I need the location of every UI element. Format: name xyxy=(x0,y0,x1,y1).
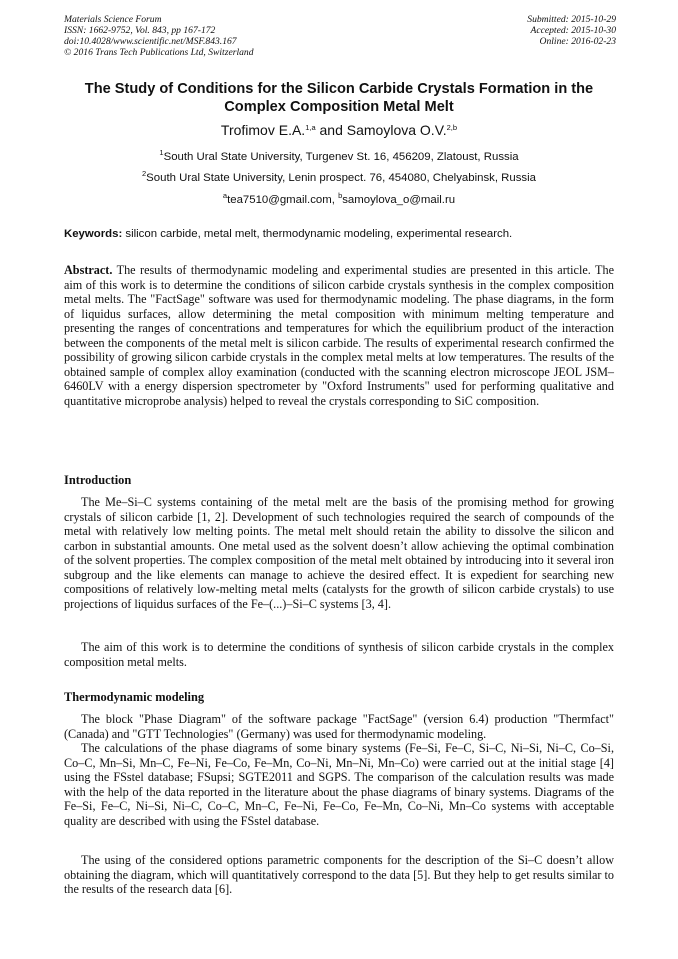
email-2: samoylova_o@mail.ru xyxy=(342,194,456,206)
doi: doi:10.4028/www.scientific.net/MSF.843.167 xyxy=(64,36,237,47)
introduction-paragraph-1: The Me–Si–C systems containing of the metal melt are the basis of the promising method for growing crystals of silicon carbide [1, 2]. Development of such technologies required the search of compounds of the metal with relatively low melting points. The metal melt should retain the ability to dissolve the silicon and carbon in substantial amounts. One metal used as the solvent doesn’t allow achieving the optimal combination of the solvent properties. The complex composition of the metal melt obtained by introducing into it several iron subgroup and the like elements can manage to achieve the desired effect. It is expedient for searching new compositions of relatively low-melting metal melts (catalysts for the growth of silicon carbide crystals) to use projections of liquidus surfaces of the Fe–(...)–Si–C systems [3, 4]. xyxy=(64,495,614,611)
abstract xyxy=(64,263,614,408)
author-connector: and xyxy=(315,122,347,138)
affiliation-2-sup: 2 xyxy=(142,169,147,178)
affiliation-1-text: South Ural State University, Turgenev St. 16, 456209, Zlatoust, Russia xyxy=(163,151,519,163)
paper-title: The Study of Conditions for the Silicon Carbide Crystals Formation in the Complex Composition Metal Melt xyxy=(84,81,594,115)
author-line xyxy=(0,121,678,139)
journal-name: Materials Science Forum xyxy=(64,14,162,25)
copyright: © 2016 Trans Tech Publications Ltd, Switzerland xyxy=(64,47,254,58)
introduction-paragraph-2: The aim of this work is to determine the conditions of synthesis of silicon carbide crystals in the complex composition metal melts. xyxy=(64,640,614,669)
keywords xyxy=(64,227,618,241)
email-line xyxy=(0,193,678,207)
journal-header-left xyxy=(64,14,254,58)
introduction-heading: Introduction xyxy=(64,473,132,487)
submitted-date: Submitted: 2015-10-29 xyxy=(527,14,616,25)
author-2-sup: 2,b xyxy=(446,123,458,132)
journal-header-right xyxy=(527,14,616,47)
keywords-label: Keywords: xyxy=(64,228,123,240)
author-1: Trofimov E.A. xyxy=(220,122,306,138)
email-1-sup: a xyxy=(222,191,228,200)
online-date: Online: 2016-02-23 xyxy=(539,36,616,47)
affiliation-2 xyxy=(0,171,678,185)
keywords-text: silicon carbide, metal melt, thermodynamic modeling, experimental research. xyxy=(122,228,513,240)
abstract-text: The results of thermodynamic modeling and experimental studies are presented in this article. The aim of this work is to determine the conditions of silicon carbide crystals synthesis in the complex composition metal melts. The "FactSage" software was used for thermodynamic modeling. The phase diagrams, in the form of liquidus surfaces, allow determining the metal composition with minimum melting temperature and presenting the ranges of concentrations and temperatures for which the equilibrium product of the interaction between the components of the metal melt is silicon carbide. The results of experimental research confirmed the possibility of growing silicon carbide crystals in the complex metal melts at low temperatures. The results of the obtained sample of complex alloy examination (conducted with the scanning electron microscope JEOL JSM–6460LV with a energy dispersion spectrometer by "Oxford Instruments" used for performing qualitative and quantitative microprobe analysis) helped to reveal the crystals corresponding to SiC composition. xyxy=(64,263,614,408)
email-2-sup: b xyxy=(338,191,343,200)
affiliation-2-text: South Ural State University, Lenin prospect. 76, 454080, Chelyabinsk, Russia xyxy=(146,172,536,184)
thermo-heading: Thermodynamic modeling xyxy=(64,690,205,704)
email-1: tea7510@gmail.com, xyxy=(227,194,339,206)
thermo-paragraph-3: The using of the considered options parametric components for the description of the Si–C doesn’t allow obtaining the diagram, which will quantitatively correspond to the data [5]. But they help to get results similar to the results of the research data [6]. xyxy=(64,853,614,897)
author-2: Samoylova O.V. xyxy=(346,122,447,138)
abstract-label: Abstract. xyxy=(64,263,113,277)
issn: ISSN: 1662-9752, Vol. 843, pp 167-172 xyxy=(64,25,216,36)
affiliation-1 xyxy=(0,150,678,164)
thermo-paragraph-2: The calculations of the phase diagrams of some binary systems (Fe–Si, Fe–C, Si–C, Ni–Si, Ni–C, Co–Si, Co–C, Mn–Si, Mn–C, Fe–Ni, Fe–Co, Fe–Mn, Co–Ni, Mn–Ni, Mn–Co) were carried out at the initial stage [4] using the FSstel database; FSupsi; SGTE2011 and SGPS. The comparison of the calculation results was made with the help of the data reported in the literature about the phase diagrams of binary systems. Diagrams of the Fe–Si, Fe–C, Ni–Si, Ni–C, Co–C, Mn–C, Fe–Ni, Fe–Co, Fe–Mn, Co–Ni, Mn–Co systems with acceptable quality are described with using the FSstel database. xyxy=(64,741,614,828)
thermo-paragraph-1: The block "Phase Diagram" of the software package "FactSage" (version 6.4) production "Thermfact" (Canada) and "GTT Technologies" (Germany) was used for thermodynamic modeling. xyxy=(64,712,614,741)
affiliation-1-sup: 1 xyxy=(159,148,164,157)
author-1-sup: 1,a xyxy=(305,123,316,132)
accepted-date: Accepted: 2015-10-30 xyxy=(530,25,616,36)
